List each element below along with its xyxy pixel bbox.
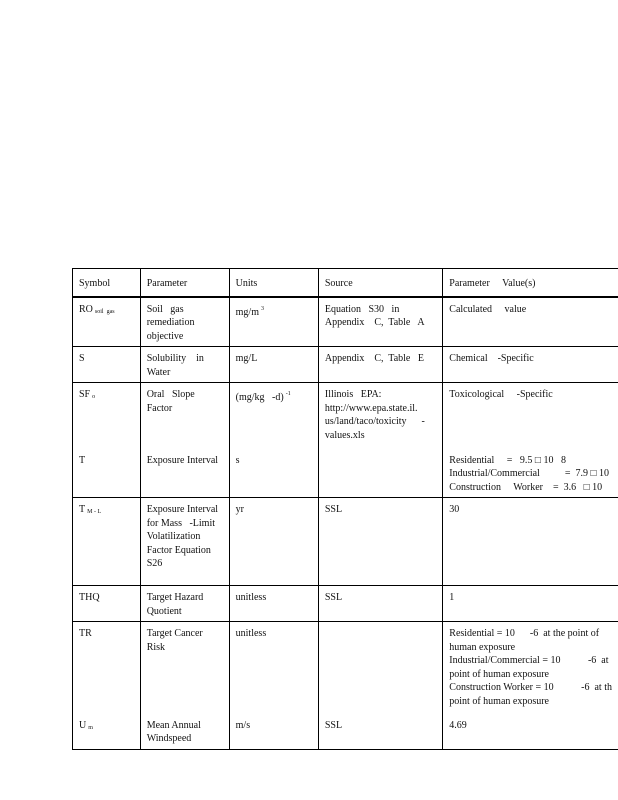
value-line: Residential = 9.5 □ 10 8 xyxy=(449,454,566,466)
symbol-text: RO xyxy=(79,303,93,315)
header-units: Units xyxy=(229,269,318,297)
cell-value xyxy=(443,714,618,750)
value-line: point of human exposure xyxy=(449,695,549,707)
cell-value xyxy=(443,622,618,714)
symbol-subscript: soil gas xyxy=(94,308,115,315)
value-line: Industrial/Commercial = 7.9 □ 10 xyxy=(449,468,609,479)
cell-source: SSL xyxy=(318,586,442,622)
header-value: Parameter Value(s) xyxy=(449,278,536,289)
cell-parameter: Exposure Interval xyxy=(140,449,229,498)
cell-symbol xyxy=(73,714,141,750)
symbol-text: T xyxy=(79,504,86,515)
symbol-subscript: m xyxy=(88,724,93,731)
cell-units: yr xyxy=(229,498,318,586)
cell-source: Equation S30 in Appendix C, Table A xyxy=(318,297,442,347)
cell-units xyxy=(229,297,318,347)
header-source: Source xyxy=(318,269,442,297)
source-line: Illinois EPA: xyxy=(324,389,382,400)
cell-symbol: S xyxy=(73,347,141,383)
cell-parameter: Solubility in Water xyxy=(140,347,229,383)
value-line: point of human exposure xyxy=(449,668,549,680)
cell-units xyxy=(229,383,318,449)
value-line: Construction Worker = 10 -6 at th xyxy=(449,682,612,693)
table-row xyxy=(73,714,618,750)
cell-value xyxy=(443,449,618,498)
table-row xyxy=(73,383,618,449)
cell-value xyxy=(443,586,618,622)
value-line: Chemical -Specific xyxy=(449,353,534,364)
value-line: Industrial/Commercial = 10 -6 at xyxy=(449,655,609,666)
cell-source: Appendix C, Table E xyxy=(318,347,442,383)
units-superscript: -1 xyxy=(285,391,291,397)
symbol-text: U xyxy=(79,719,87,731)
header-symbol: Symbol xyxy=(73,269,141,297)
cell-units: s xyxy=(229,449,318,498)
table-row xyxy=(73,498,618,586)
value-line: 4.69 xyxy=(449,719,467,731)
units-text: mg/m xyxy=(235,306,259,318)
cell-parameter: Target Hazard Quotient xyxy=(140,586,229,622)
cell-units: unitless xyxy=(229,586,318,622)
cell-parameter: Exposure Interval for Mass -Limit Volatilization Factor Equation S26 xyxy=(140,498,229,586)
value-line: 30 xyxy=(449,504,460,515)
table-row xyxy=(73,586,618,622)
table-row xyxy=(73,622,618,714)
value-line: human exposure xyxy=(449,641,516,653)
cell-source xyxy=(318,383,442,449)
source-url-line: us/land/taco/toxicity - xyxy=(324,416,425,427)
cell-units: mg/L xyxy=(229,347,318,383)
cell-value xyxy=(443,297,618,347)
value-line: 1 xyxy=(449,592,455,603)
table-row xyxy=(73,449,618,498)
cell-units: unitless xyxy=(229,622,318,714)
table-row xyxy=(73,297,618,347)
cell-parameter: Mean Annual Windspeed xyxy=(140,714,229,750)
cell-value xyxy=(443,498,618,586)
value-line: Calculated value xyxy=(449,303,527,315)
value-line: Residential = 10 -6 at the point of xyxy=(449,628,600,639)
parameter-table xyxy=(72,268,618,750)
symbol-subscript: M - L xyxy=(87,509,102,515)
cell-value xyxy=(443,347,618,383)
cell-symbol: TR xyxy=(73,622,141,714)
cell-symbol: THQ xyxy=(73,586,141,622)
cell-source: SSL xyxy=(318,498,442,586)
source-url-line: values.xls xyxy=(324,429,365,441)
value-line: Toxicological -Specific xyxy=(449,389,553,400)
cell-parameter: Target Cancer Risk xyxy=(140,622,229,714)
symbol-subscript: o xyxy=(92,394,96,400)
cell-parameter: Oral Slope Factor xyxy=(140,383,229,449)
cell-source: SSL xyxy=(318,714,442,750)
cell-symbol xyxy=(73,297,141,347)
cell-symbol xyxy=(73,498,141,586)
table-header-row xyxy=(73,269,618,297)
cell-value xyxy=(443,383,618,449)
table-row xyxy=(73,347,618,383)
source-url-line: http://www.epa.state.il. xyxy=(324,402,418,414)
cell-symbol xyxy=(73,383,141,449)
header-parameter: Parameter xyxy=(140,269,229,297)
symbol-text: SF xyxy=(79,389,91,400)
cell-source xyxy=(318,622,442,714)
cell-source xyxy=(318,449,442,498)
cell-units: m/s xyxy=(229,714,318,750)
units-superscript: 3 xyxy=(261,305,264,312)
units-text: (mg/kg -d) xyxy=(235,392,284,403)
cell-parameter: Soil gas remediation objective xyxy=(140,297,229,347)
value-line: Construction Worker = 3.6 □ 10 xyxy=(449,481,603,493)
cell-symbol: T xyxy=(73,449,141,498)
